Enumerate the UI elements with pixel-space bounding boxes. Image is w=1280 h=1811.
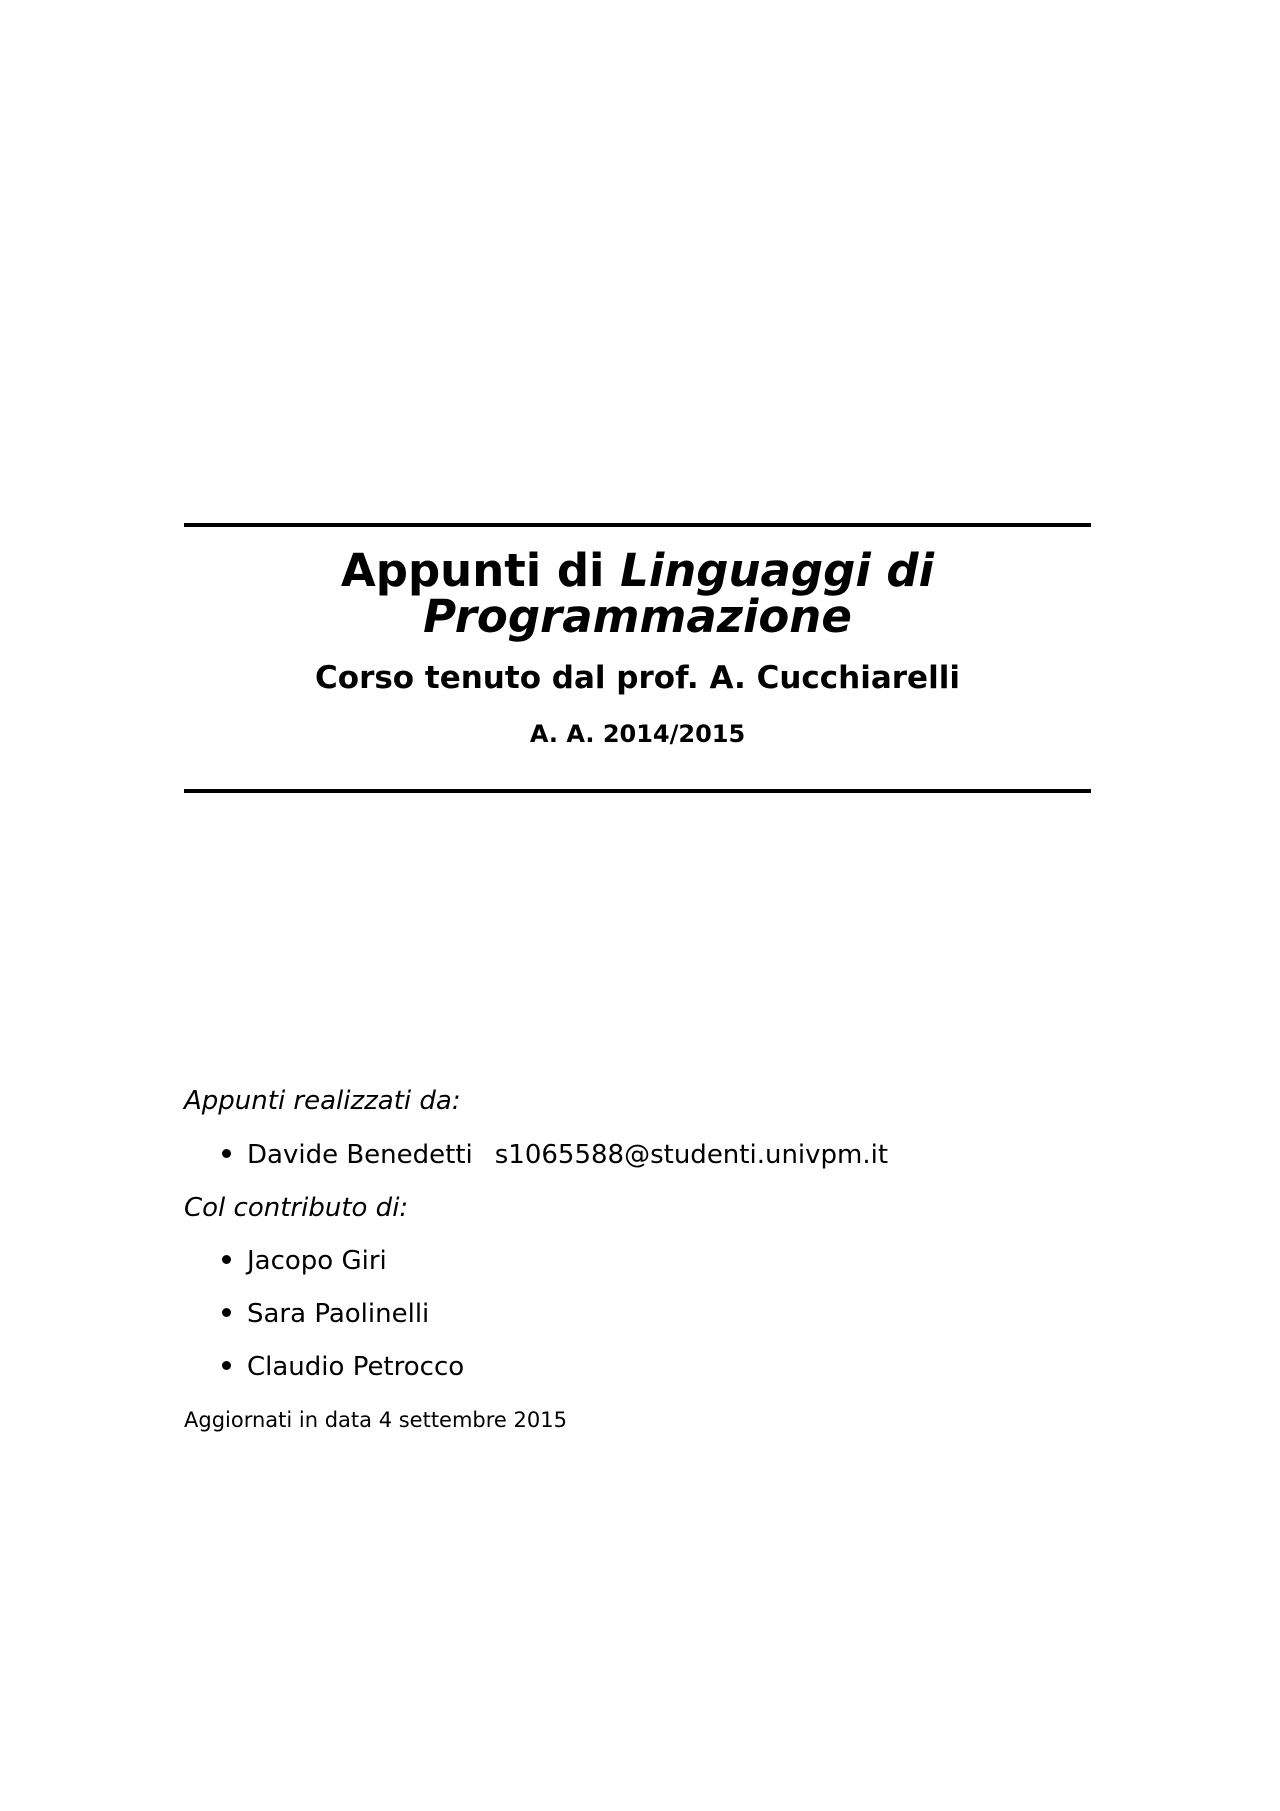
bottom-rule: [184, 789, 1091, 793]
bullet-icon: [222, 1149, 231, 1158]
updated-date: Aggiornati in data 4 settembre 2015: [184, 1408, 567, 1432]
contributors-label: Col contributo di:: [184, 1193, 409, 1223]
title-plain: Appunti di: [340, 544, 621, 597]
document-title: [184, 544, 1091, 643]
contributor-name: Sara Paolinelli: [247, 1299, 430, 1329]
contributor-name: Claudio Petrocco: [247, 1352, 465, 1382]
contributor-item: [222, 1352, 464, 1382]
title-italic-line1: Linguaggi di: [620, 544, 935, 597]
bullet-icon: [222, 1255, 231, 1264]
bullet-icon: [222, 1308, 231, 1317]
contributor-item: [222, 1299, 429, 1329]
title-block: [184, 544, 1091, 748]
author-item: [222, 1140, 888, 1170]
top-rule: [184, 523, 1091, 527]
course-subtitle: Corso tenuto dal prof. A. Cucchiarelli: [315, 660, 960, 696]
academic-year: A. A. 2014/2015: [529, 720, 746, 748]
title-italic-line2: Programmazione: [423, 590, 852, 643]
authors-label: Appunti realizzati da:: [184, 1086, 461, 1116]
contributor-name: Jacopo Giri: [247, 1246, 387, 1276]
author-name: Davide Benedetti: [247, 1140, 473, 1170]
author-email: s1065588@studenti.univpm.it: [494, 1140, 889, 1170]
contributor-item: [222, 1246, 387, 1276]
bullet-icon: [222, 1361, 231, 1370]
